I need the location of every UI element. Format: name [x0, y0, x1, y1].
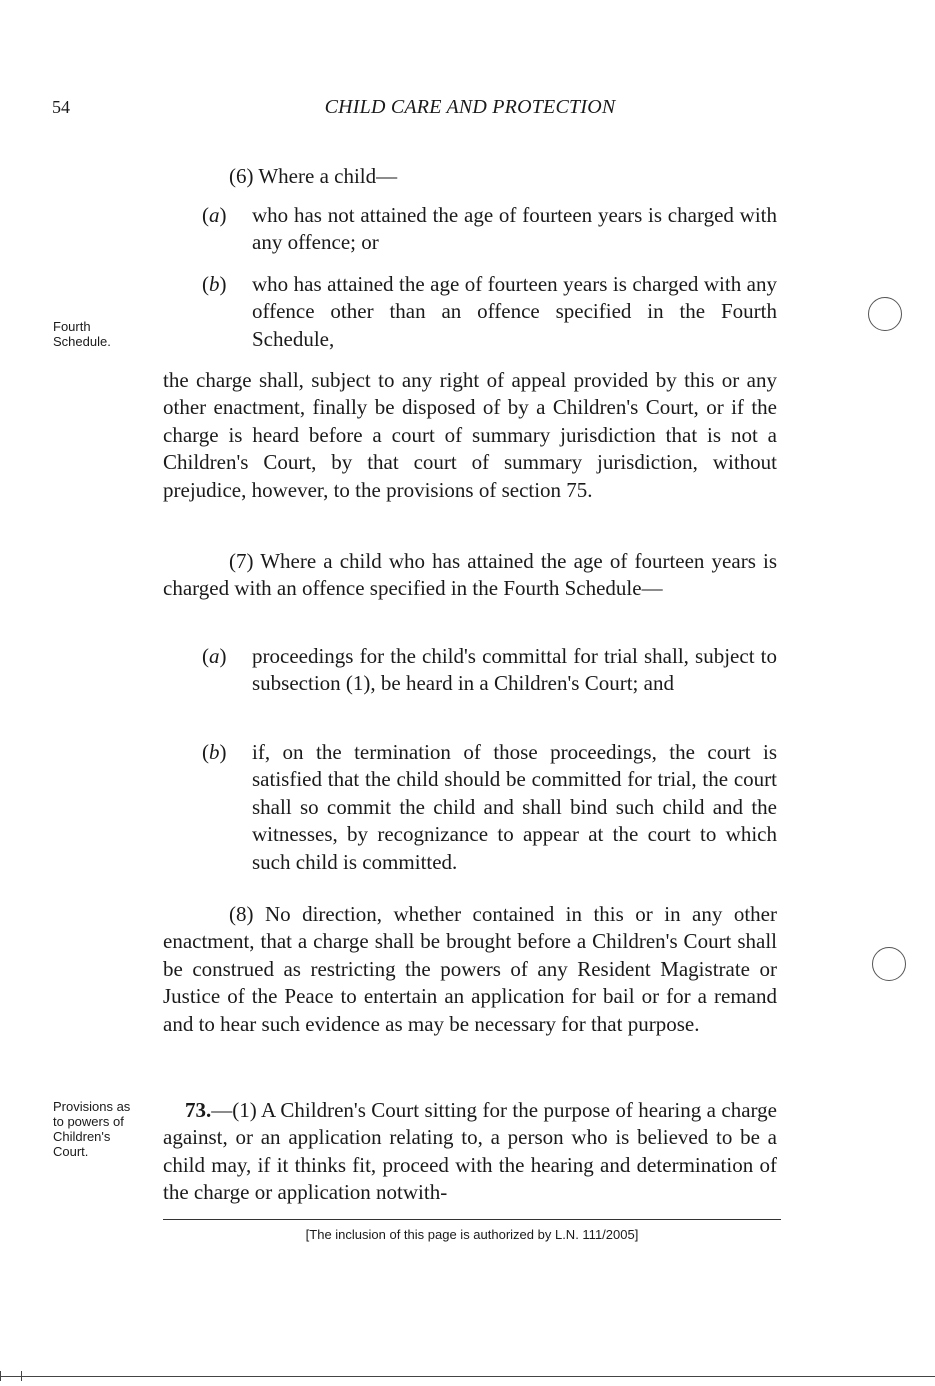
subsection-7-item-b	[202, 739, 777, 876]
item-text: proceedings for the child's committal for trial shall, subject to subsection (1), be heard in a Children's Court; and	[252, 644, 777, 696]
subsection-6-intro: (6) Where a child—	[229, 164, 398, 188]
footer-rule	[163, 1219, 781, 1220]
item-label: (b)	[202, 740, 227, 764]
subsection-7-intro: (7) Where a child who has attained the age of fourteen years is charged with an offence specified in the Fourth Schedule—	[163, 549, 777, 601]
margin-note-provisions: Provisions as to powers of Children's Court.	[53, 1099, 131, 1159]
subsection-8: (8) No direction, whether contained in this or in any other enactment, that a charge shall be brought before a Children's Court shall be construed as restricting the powers of any Resident Magistrate or Justice of the Peace to entertain an application for bail or for a remand and to hear such evidence as may be necessary for that purpose.	[163, 902, 777, 1036]
item-text: who has attained the age of fourteen years is charged with any offence other than an offence specified in the Fourth Schedule,	[252, 272, 777, 351]
item-label: (b)	[202, 272, 227, 296]
subsection-6-closing: the charge shall, subject to any right of appeal provided by this or any other enactment, finally be disposed of by a Children's Court, or if the charge is heard before a court of summary jurisdiction that is not a Children's Court, by that court of summary jurisdiction, without prejudice, however, to the provisions of section 75.	[163, 368, 777, 502]
footer-authorization: [The inclusion of this page is authorized by L.N. 111/2005]	[305, 1227, 639, 1242]
running-title: CHILD CARE AND PROTECTION	[324, 96, 616, 118]
section-73-text: —(1) A Children's Court sitting for the purpose of hearing a charge against, or an application relating to, a person who is believed to be a child may, if it thinks fit, proceed with the hearing and determination of the charge or application notwith-	[163, 1098, 777, 1205]
margin-note-fourth-schedule: Fourth Schedule.	[53, 319, 111, 349]
scan-edge-line	[0, 1376, 935, 1377]
subsection-6-item-b	[202, 271, 777, 353]
section-number: 73.	[185, 1098, 212, 1122]
item-text: if, on the termination of those proceedings, the court is satisfied that the child should be committed for trial, the court shall so commit the child and shall bind such child and the witnesses, by recognizance to appear at the court to which such child is committed.	[252, 740, 777, 874]
item-label: (a)	[202, 644, 227, 668]
punch-hole	[868, 297, 902, 331]
punch-hole	[872, 947, 906, 981]
subsection-7-item-a	[202, 643, 777, 698]
item-text: who has not attained the age of fourteen years is charged with any offence; or	[252, 203, 777, 255]
item-label: (a)	[202, 203, 227, 227]
subsection-6-item-a	[202, 202, 777, 257]
section-73	[163, 1097, 777, 1207]
page-number: 54	[52, 97, 70, 117]
